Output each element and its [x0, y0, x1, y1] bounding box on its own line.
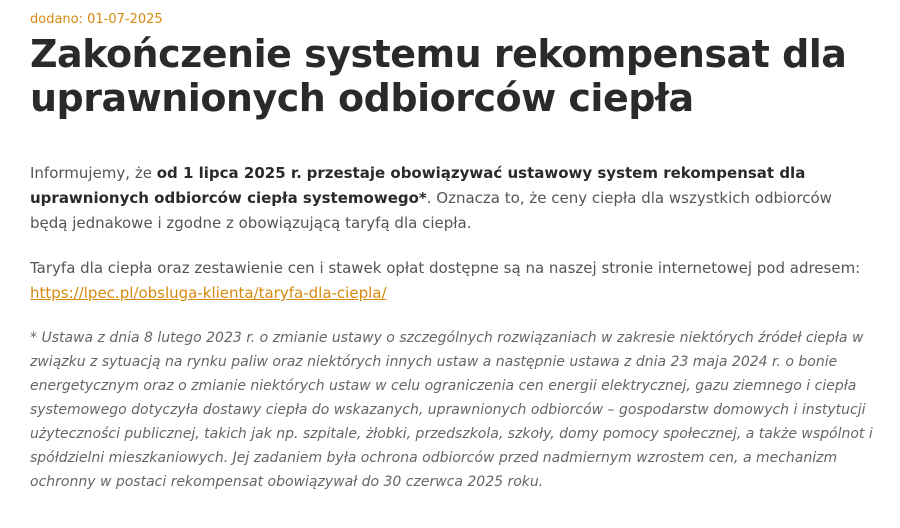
publish-date: dodano: 01-07-2025 [30, 12, 163, 27]
tariff-text: Taryfa dla ciepła oraz zestawienie cen i stawek opłat dostępne są na naszej stronie internetowej pod adresem: [30, 259, 861, 277]
lead-bold-date: od 1 lipca 2025 r. [156, 164, 302, 182]
lead-paragraph [30, 161, 870, 236]
legal-footnote: * Ustawa z dnia 8 lutego 2023 r. o zmianie ustawy o szczególnych rozwiązaniach w zakresie niektórych źródeł ciepła w związku z sytuacją na rynku paliw oraz niektórych innych ustaw a następnie ustawa z dnia 23 maja 2024 r. o bonie energetycznym oraz o zmianie niektórych ustaw w celu ograniczenia cen energii elektrycznej, gazu ziemnego i ciepła systemowego dotyczyła dostawy ciepła do wskazanych, uprawnionych odbiorców – gospodarstw domowych i instytucji użyteczności publicznej, takich jak np. szpitale, żłobki, przedszkola, szkoły, domy pomocy społecznej, a także wspólnot i spółdzielni mieszkaniowych. Jej zadaniem była ochrona odbiorców przed nadmiernym wzrostem cen, a mechanizm ochronny w postaci rekompensat obowiązywał do 30 czerwca 2025 roku. [30, 330, 873, 490]
article-title: Zakończenie systemu rekompensat dla uprawnionych odbiorców ciepła [30, 32, 847, 120]
lead-text-1: Informujemy, że [30, 164, 157, 182]
lead-text-3: . Oznacza to, że ceny ciepła dla wszystkich odbiorców będą jednakowe i zgodne z obowiązującą taryfą dla ciepła. [30, 189, 832, 232]
lead-bold-statement: przestaje obowiązywać ustawowy system rekompensat dla uprawnionych odbiorców ciepła systemowego* [30, 164, 806, 207]
tariff-link[interactable]: https://lpec.pl/obsluga-klienta/taryfa-dla-ciepla/ [30, 284, 387, 302]
tariff-paragraph [30, 256, 878, 306]
